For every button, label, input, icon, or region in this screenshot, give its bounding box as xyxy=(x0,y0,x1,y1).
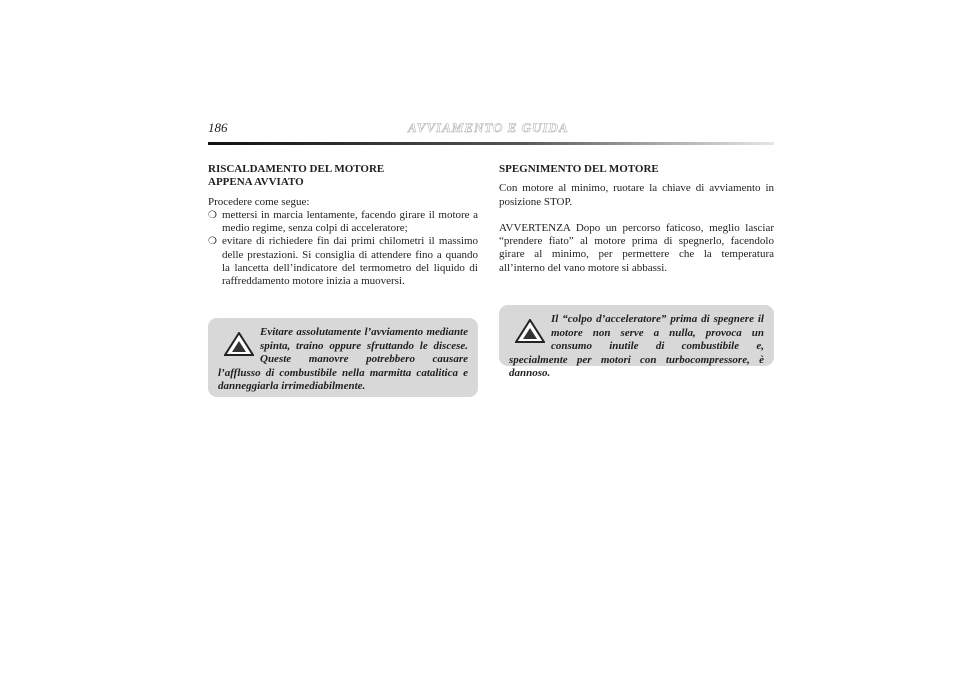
heading-line: APPENA AVVIATO xyxy=(208,176,304,189)
page-header xyxy=(208,120,774,148)
header-rule xyxy=(208,142,774,145)
list-item-text: mettersi in marcia lentamente, facendo girare il motore a medio regime, senza colpi di acceleratore; xyxy=(222,208,478,235)
list-item-text: evitare di richiedere fin dai primi chilometri il massimo delle prestazioni. Si consiglia di attendere fino a quando la lancetta dell’indicatore del termometro del liquido di raffreddamento motore inizia a muoversi. xyxy=(222,235,478,288)
list-item xyxy=(208,235,478,288)
paragraph: AVVERTENZA Dopo un percorso faticoso, meglio lasciar “prendere fiato” al motore prima di spegnerlo, facendolo girare al minimo, per permettere che la temperatura all’interno del vano motore si abbassi. xyxy=(499,221,774,274)
heading-line: RISCALDAMENTO DEL MOTORE xyxy=(208,163,385,175)
warning-box-shutdown xyxy=(499,305,774,379)
list-item xyxy=(208,209,478,236)
left-column xyxy=(208,163,478,289)
section-heading-shutdown: SPEGNIMENTO DEL MOTORE xyxy=(499,163,659,175)
warning-text: Il “colpo d’acceleratore” prima di spegnere il motore non serve a nulla, provoca un consumo inutile di combustibile e, specialmente per motori con turbocompressore, è dannoso. xyxy=(509,313,764,379)
section-heading-warmup xyxy=(208,163,478,190)
paragraph: Con motore al minimo, ruotare la chiave di avviamento in posizione STOP. xyxy=(499,182,774,208)
warning-triangle-icon xyxy=(224,332,254,356)
section-title: AVVIAMENTO E GUIDA xyxy=(408,120,569,135)
page-number: 186 xyxy=(208,120,228,135)
bullet-circle-icon: ❍ xyxy=(208,236,217,248)
intro-text: Procedere come segue: xyxy=(208,195,310,208)
right-column xyxy=(499,163,774,275)
bullet-circle-icon: ❍ xyxy=(208,209,217,221)
warning-box-warmup xyxy=(208,318,478,397)
warning-text: Evitare assolutamente l’avviamento mediante spinta, traino oppure sfruttando le discese. Queste manovre potrebbero causare l’afflusso di combustibile nella marmitta catalitica e danneggiarla irrimediabilmente. xyxy=(218,326,468,392)
warning-triangle-icon xyxy=(515,319,545,343)
